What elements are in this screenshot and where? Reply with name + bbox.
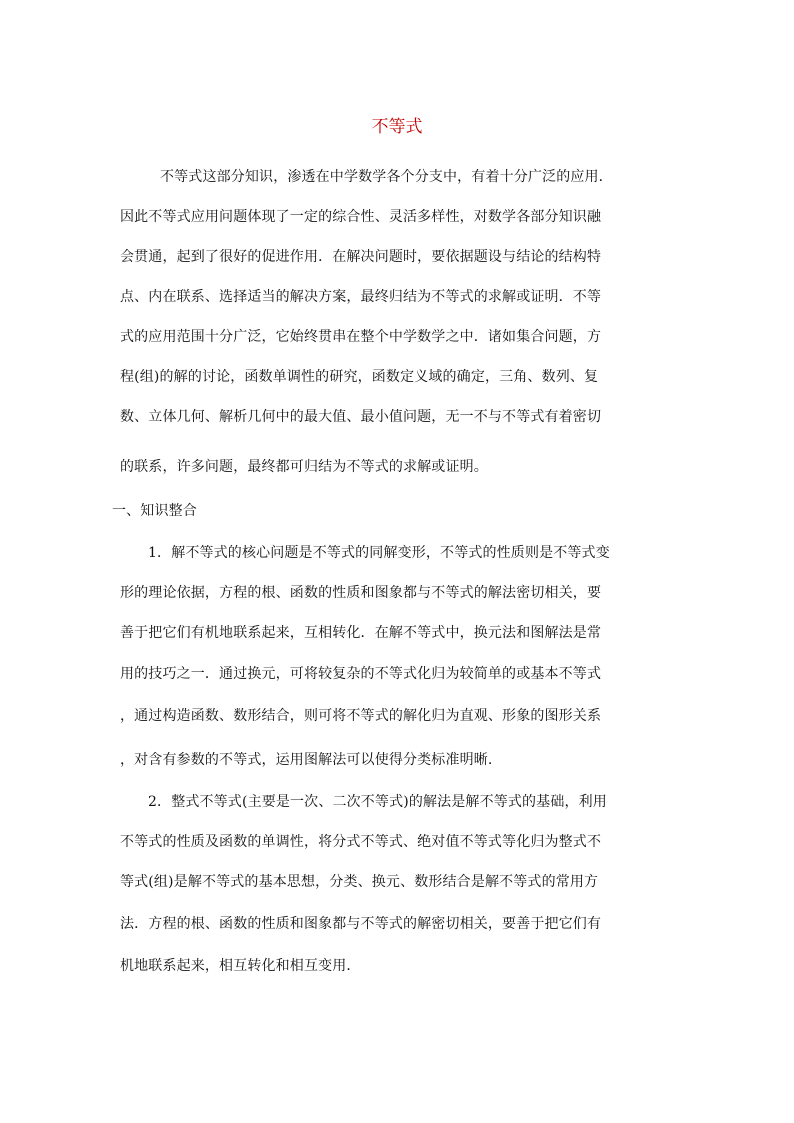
item1-line: ，通过构造函数、数形结合，则可将不等式的解化归为直观、形象的图形关系: [120, 708, 602, 724]
item1-line: 用的技巧之一．通过换元，可将较复杂的不等式化归为较简单的或基本不等式: [120, 666, 602, 682]
item1-line: 形的理论依据，方程的根、函数的性质和图象都与不等式的解法密切相关，要: [120, 585, 602, 601]
item2-line: 法．方程的根、函数的性质和图象都与不等式的解密切相关，要善于把它们有: [120, 916, 602, 932]
intro-line: 式的应用范围十分广泛，它始终贯串在整个中学数学之中．诸如集合问题，方: [120, 329, 602, 345]
item1-line: 1．解不等式的核心问题是不等式的同解变形，不等式的性质则是不等式变: [148, 545, 610, 561]
intro-line: 的联系，许多问题，最终都可归结为不等式的求解或证明。: [120, 459, 488, 475]
item1-line: ，对含有参数的不等式，运用图解法可以使得分类标准明晰.: [120, 752, 493, 768]
intro-line: 会贯通，起到了很好的促进作用．在解决问题时，要依据题设与结论的结构特: [120, 249, 602, 265]
item2-line: 2．整式不等式(主要是一次、二次不等式)的解法是解不等式的基础，利用: [148, 794, 607, 810]
item2-line: 机地联系起来，相互转化和相互变用．: [120, 958, 361, 974]
item2-line: 不等式的性质及函数的单调性，将分式不等式、绝对值不等式等化归为整式不: [120, 834, 602, 850]
intro-line: 点、内在联系、选择适当的解决方案，最终归结为不等式的求解或证明．不等: [120, 289, 602, 305]
intro-line: 因此不等式应用问题体现了一定的综合性、灵活多样性，对数学各部分知识融: [120, 209, 602, 225]
item2-line: 等式(组)是解不等式的基本思想，分类、换元、数形结合是解不等式的常用方: [120, 874, 599, 890]
intro-line: 不等式这部分知识，渗透在中学数学各个分支中，有着十分广泛的应用．: [160, 169, 613, 185]
item1-line: 善于把它们有机地联系起来，互相转化．在解不等式中，换元法和图解法是常: [120, 625, 602, 641]
intro-line: 程(组)的解的讨论，函数单调性的研究，函数定义域的确定，三角、数列、复: [120, 369, 599, 385]
intro-line: 数、立体几何、解析几何中的最大值、最小值问题，无一不与不等式有着密切: [120, 409, 602, 425]
section-heading: 一、知识整合: [112, 503, 197, 519]
document-title: 不等式: [371, 117, 423, 137]
